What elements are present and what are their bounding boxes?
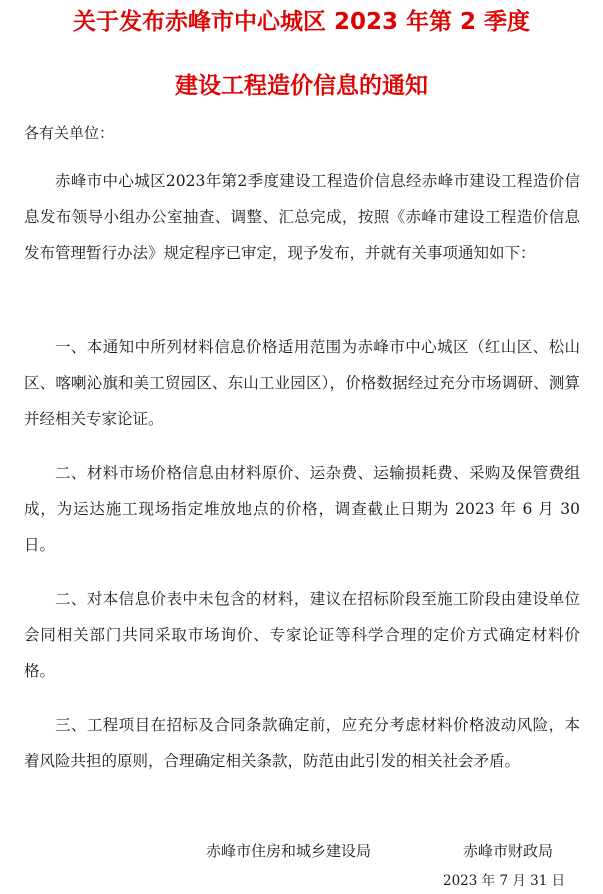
paragraph-scope: 一、本通知中所列材料信息价格适用范围为赤峰市中心城区（红山区、松山区、喀喇沁旗和美工贸园区、东山工业园区），价格数据经过充分市场调研、测算并经相关专家论证。 [24,338,580,428]
paragraph-price-composition: 二、材料市场价格信息由材料原价、运杂费、运输损耗费、采购及保管费组成，为运达施工现场指定堆放地点的价格，调查截止日期为 2023 年 6 月 30 日。 [24,464,580,554]
document-title-line-2: 建设工程造价信息的通知 [175,73,428,99]
paragraph-intro: 赤峰市中心城区2023年第2季度建设工程造价信息经赤峰市建设工程造价信息发布领导小组办公室抽查、调整、汇总完成，按照《赤峰市建设工程造价信息发布管理暂行办法》规定程序已审定，现予发布，并就有关事项通知如下： [24,172,580,262]
signatory-finance-bureau: 赤峰市财政局 [463,842,554,860]
salutation: 各有关单位： [24,124,115,142]
document-title-line-1: 关于发布赤峰市中心城区 2023 年第 2 季度 [72,9,531,35]
paragraph-unlisted-materials: 二、对本信息价表中未包含的材料，建议在招标阶段至施工阶段由建设单位会同相关部门共同采取市场询价、专家论证等科学合理的定价方式确定材料价格。 [24,590,580,680]
paragraph-risk-sharing: 三、工程项目在招标及合同条款确定前，应充分考虑材料价格波动风险，本着风险共担的原则，合理确定相关条款，防范由此引发的相关社会矛盾。 [24,716,580,770]
issue-date: 2023 年 7 月 31 日 [443,873,566,889]
signatory-housing-bureau: 赤峰市住房和城乡建设局 [206,842,372,860]
